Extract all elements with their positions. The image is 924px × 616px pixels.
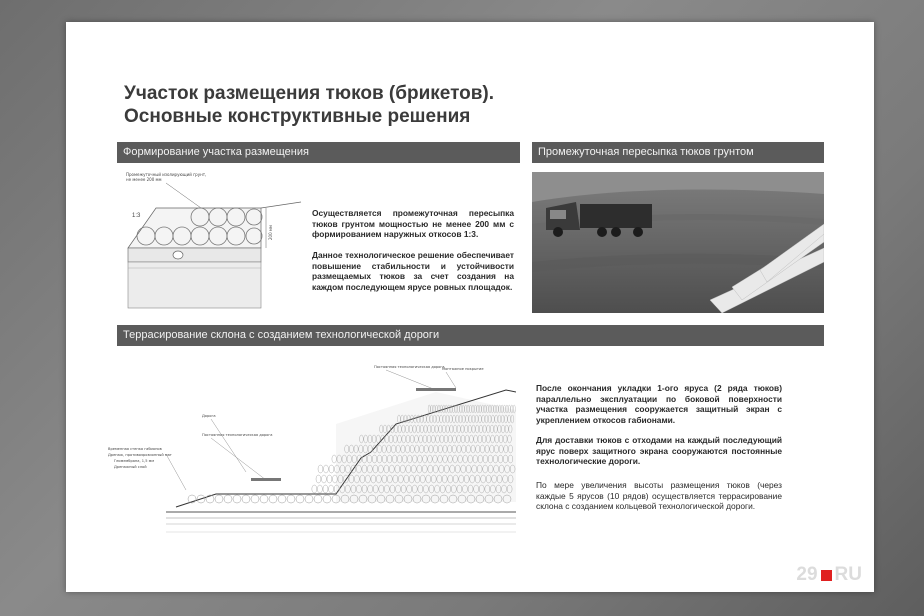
diagram-note-line2: не менее 200 мм [126, 177, 162, 182]
road-block [251, 478, 281, 481]
section1-paragraph2: Данное технологическое решение обеспечивает повышение стабильности и устойчивости размещаемых тюков за счет создания на каждом последующем ярусе ровных площадок. [312, 250, 514, 292]
section1-paragraph1: Осуществляется промежуточная пересыпка тюков грунтом мощностью не менее 200 мм с формированием наружных откосов 1:3. [312, 208, 514, 240]
document-page [66, 22, 874, 592]
label-mounting-cover: Монтажное покрытие [442, 367, 484, 371]
label-drainage-mat: Дренаж, противоэрозионный мат [108, 453, 172, 457]
title-line-1: Участок размещения тюков (брикетов). [124, 83, 495, 104]
section-header-formation: Формирование участка размещения [117, 142, 520, 163]
label-road: Дорога [202, 414, 216, 418]
label-permanent-road: Постоянная технологическая дорога [374, 365, 445, 369]
truck-icon [546, 202, 652, 237]
label-temporary-road: Постоянная технологическая дорога [202, 433, 273, 437]
section3-paragraph3: По мере увеличения высоты размещения тюков (через каждые 5 ярусов (10 рядов) осуществляется террасирование склона с созданием кольцевой технологической дороги. [536, 480, 782, 512]
diagram-note-line1: Промежуточный изолирующий грунт, [126, 172, 207, 177]
section-header-interim-fill: Промежуточная пересыпка тюков грунтом [532, 142, 824, 163]
road-block [416, 388, 456, 391]
red-square-icon [821, 570, 832, 581]
slope-label: 1:3 [132, 213, 141, 219]
watermark-domain: RU [834, 564, 862, 585]
terracing-diagram [106, 362, 516, 537]
page-title [124, 82, 494, 128]
site-watermark-logo [796, 564, 862, 586]
section-header-terracing: Террасирование склона с созданием технологической дороги [117, 325, 824, 346]
bale-placement-diagram [126, 170, 306, 310]
section3-paragraph2: Для доставки тюков с отходами на каждый последующий ярус поверх защитного экрана сооружаются постоянные технологические дороги. [536, 435, 782, 467]
section3-paragraph1: После окончания укладки 1-ого яруса (2 ряда тюков) параллельно эксплуатации по боковой поверхности участка размещения сооружается защитный экран с укреплением откосов габионами. [536, 383, 782, 425]
label-geomembrane: Геомембрана, 1,5 мм [114, 459, 155, 463]
landfill-truck-photo [532, 172, 824, 313]
label-drainage-layer: Дренажный слой [114, 465, 147, 469]
dimension-label: 200 мм [268, 225, 273, 240]
watermark-number: 29 [796, 564, 818, 585]
title-line-2: Основные конструктивные решения [124, 106, 471, 127]
label-gabion-wall: Временная стенка габионов [108, 447, 162, 451]
